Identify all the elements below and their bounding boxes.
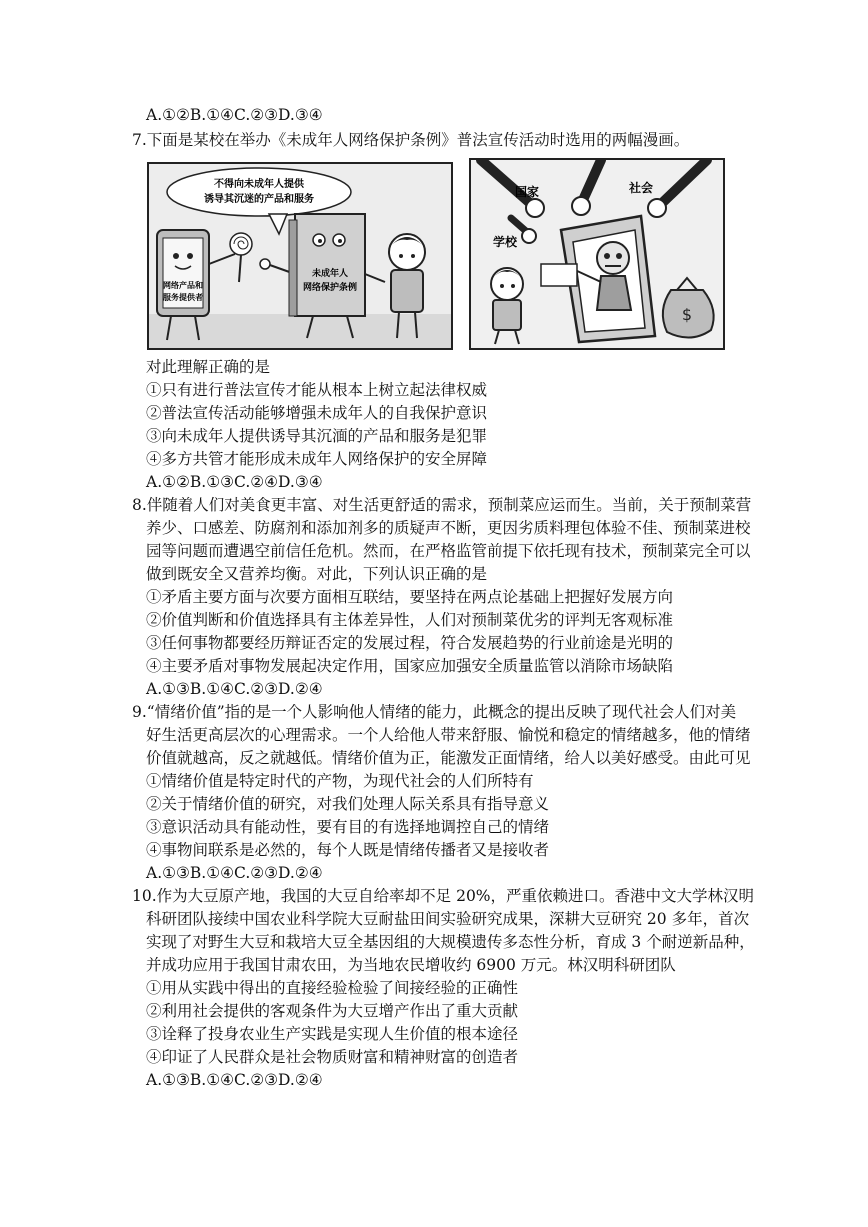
q9-stem-3: 价值就越高，反之就越低。情绪价值为正，能激发正面情绪，给人以美好感受。由此可见 bbox=[146, 749, 751, 767]
label-country: 国家 bbox=[514, 185, 540, 199]
svg-text:$: $ bbox=[681, 305, 693, 324]
q8-stem-1: 8.伴随着人们对美食更丰富、对生活更舒适的需求，预制菜应运而生。当前，关于预制菜营 bbox=[132, 496, 752, 514]
q7-item-3: ③向未成年人提供诱导其沉湎的产品和服务是犯罪 bbox=[146, 427, 488, 445]
q8-stem-3: 园等问题而遭遇空前信任危机。然而，在严格监管前提下依托现有技术，预制菜完全可以 bbox=[146, 542, 751, 560]
comic-left bbox=[147, 162, 453, 350]
q10-options: A.①③B.①④C.②③D.②④ bbox=[146, 1071, 323, 1089]
book-label-line1: 未成年人 bbox=[311, 269, 349, 279]
q10-item-1: ①用从实践中得出的直接经验检验了间接经验的正确性 bbox=[146, 979, 519, 997]
q7-options: A.①②B.①③C.②④D.③④ bbox=[146, 473, 323, 491]
q10-item-2: ②利用社会提供的客观条件为大豆增产作出了重大贡献 bbox=[146, 1002, 519, 1020]
comic1-bubble-line1: 不得向未成年人提供 bbox=[214, 179, 304, 190]
q7-item-1: ①只有进行普法宣传才能从根本上树立起法律权威 bbox=[146, 381, 488, 399]
q9-options: A.①③B.①④C.②③D.②④ bbox=[146, 864, 323, 882]
q10-stem-2: 科研团队接续中国农业科学院大豆耐盐田间实验研究成果，深耕大豆研究 20 多年，首次 bbox=[146, 910, 750, 928]
label-society: 社会 bbox=[628, 181, 654, 195]
q8-stem-4: 做到既安全又营养均衡。对此，下列认识正确的是 bbox=[146, 565, 488, 583]
q8-item-3: ③任何事物都要经历辩证否定的发展过程，符合发展趋势的行业前途是光明的 bbox=[146, 634, 674, 652]
phone-label-line2: 服务提供者 bbox=[163, 293, 203, 302]
q8-item-1: ①矛盾主要方面与次要方面相互联结，要坚持在两点论基础上把握好发展方向 bbox=[146, 588, 674, 606]
q10-stem-3: 实现了对野生大豆和栽培大豆全基因组的大规模遗传多态性分析，育成 3 个耐逆新品种， bbox=[146, 933, 755, 951]
q10-stem-1: 10.作为大豆原产地，我国的大豆自给率却不足 20%，严重依赖进口。香港中文大学林汉明 bbox=[132, 887, 755, 905]
q9-stem-1: 9.“情绪价值”指的是一个人影响他人情绪的能力，此概念的提出反映了现代社会人们对美 bbox=[132, 703, 737, 721]
q6-options: A.①②B.①④C.②③D.③④ bbox=[146, 106, 323, 124]
comic-right bbox=[469, 158, 725, 350]
book-label-line2: 网络保护条例 bbox=[302, 283, 358, 293]
q9-item-2: ②关于情绪价值的研究，对我们处理人际关系具有指导意义 bbox=[146, 795, 550, 813]
sign-board bbox=[541, 264, 577, 286]
q7-stem: 7.下面是某校在举办《未成年人网络保护条例》普法宣传活动时选用的两幅漫画。 bbox=[132, 131, 690, 149]
label-school: 学校 bbox=[492, 235, 518, 249]
q8-options: A.①③B.①④C.②③D.②④ bbox=[146, 680, 323, 698]
q10-item-4: ④印证了人民群众是社会物质财富和精神财富的创造者 bbox=[146, 1048, 519, 1066]
q8-stem-2: 养少、口感差、防腐剂和添加剂多的质疑声不断，更因劣质料理包体验不佳、预制菜进校 bbox=[146, 519, 751, 537]
q7-item-2: ②普法宣传活动能够增强未成年人的自我保护意识 bbox=[146, 404, 488, 422]
phone-label-line1: 网络产品和 bbox=[163, 281, 203, 290]
q9-stem-2: 好生活更高层次的心理需求。一个人给他人带来舒服、愉悦和稳定的情绪越多，他的情绪 bbox=[146, 726, 751, 744]
q9-item-4: ④事物间联系是必然的，每个人既是情绪传播者又是接收者 bbox=[146, 841, 550, 859]
q10-item-3: ③诠释了投身农业生产实践是实现人生价值的根本途径 bbox=[146, 1025, 519, 1043]
q8-item-2: ②价值判断和价值选择具有主体差异性，人们对预制菜优劣的评判无客观标准 bbox=[146, 611, 674, 629]
q7-item-4: ④多方共管才能形成未成年人网络保护的安全屏障 bbox=[146, 450, 488, 468]
q9-item-3: ③意识活动具有能动性，要有目的有选择地调控自己的情绪 bbox=[146, 818, 550, 836]
q7-lead: 对此理解正确的是 bbox=[146, 358, 271, 376]
q9-item-1: ①情绪价值是特定时代的产物，为现代社会的人们所特有 bbox=[146, 772, 534, 790]
comic1-bubble-line2: 诱导其沉迷的产品和服务 bbox=[204, 194, 314, 205]
q8-item-4: ④主要矛盾对事物发展起决定作用，国家应加强安全质量监管以消除市场缺陷 bbox=[146, 657, 674, 675]
q10-stem-4: 并成功应用于我国甘肃农田，为当地农民增收约 6900 万元。林汉明科研团队 bbox=[146, 956, 676, 974]
